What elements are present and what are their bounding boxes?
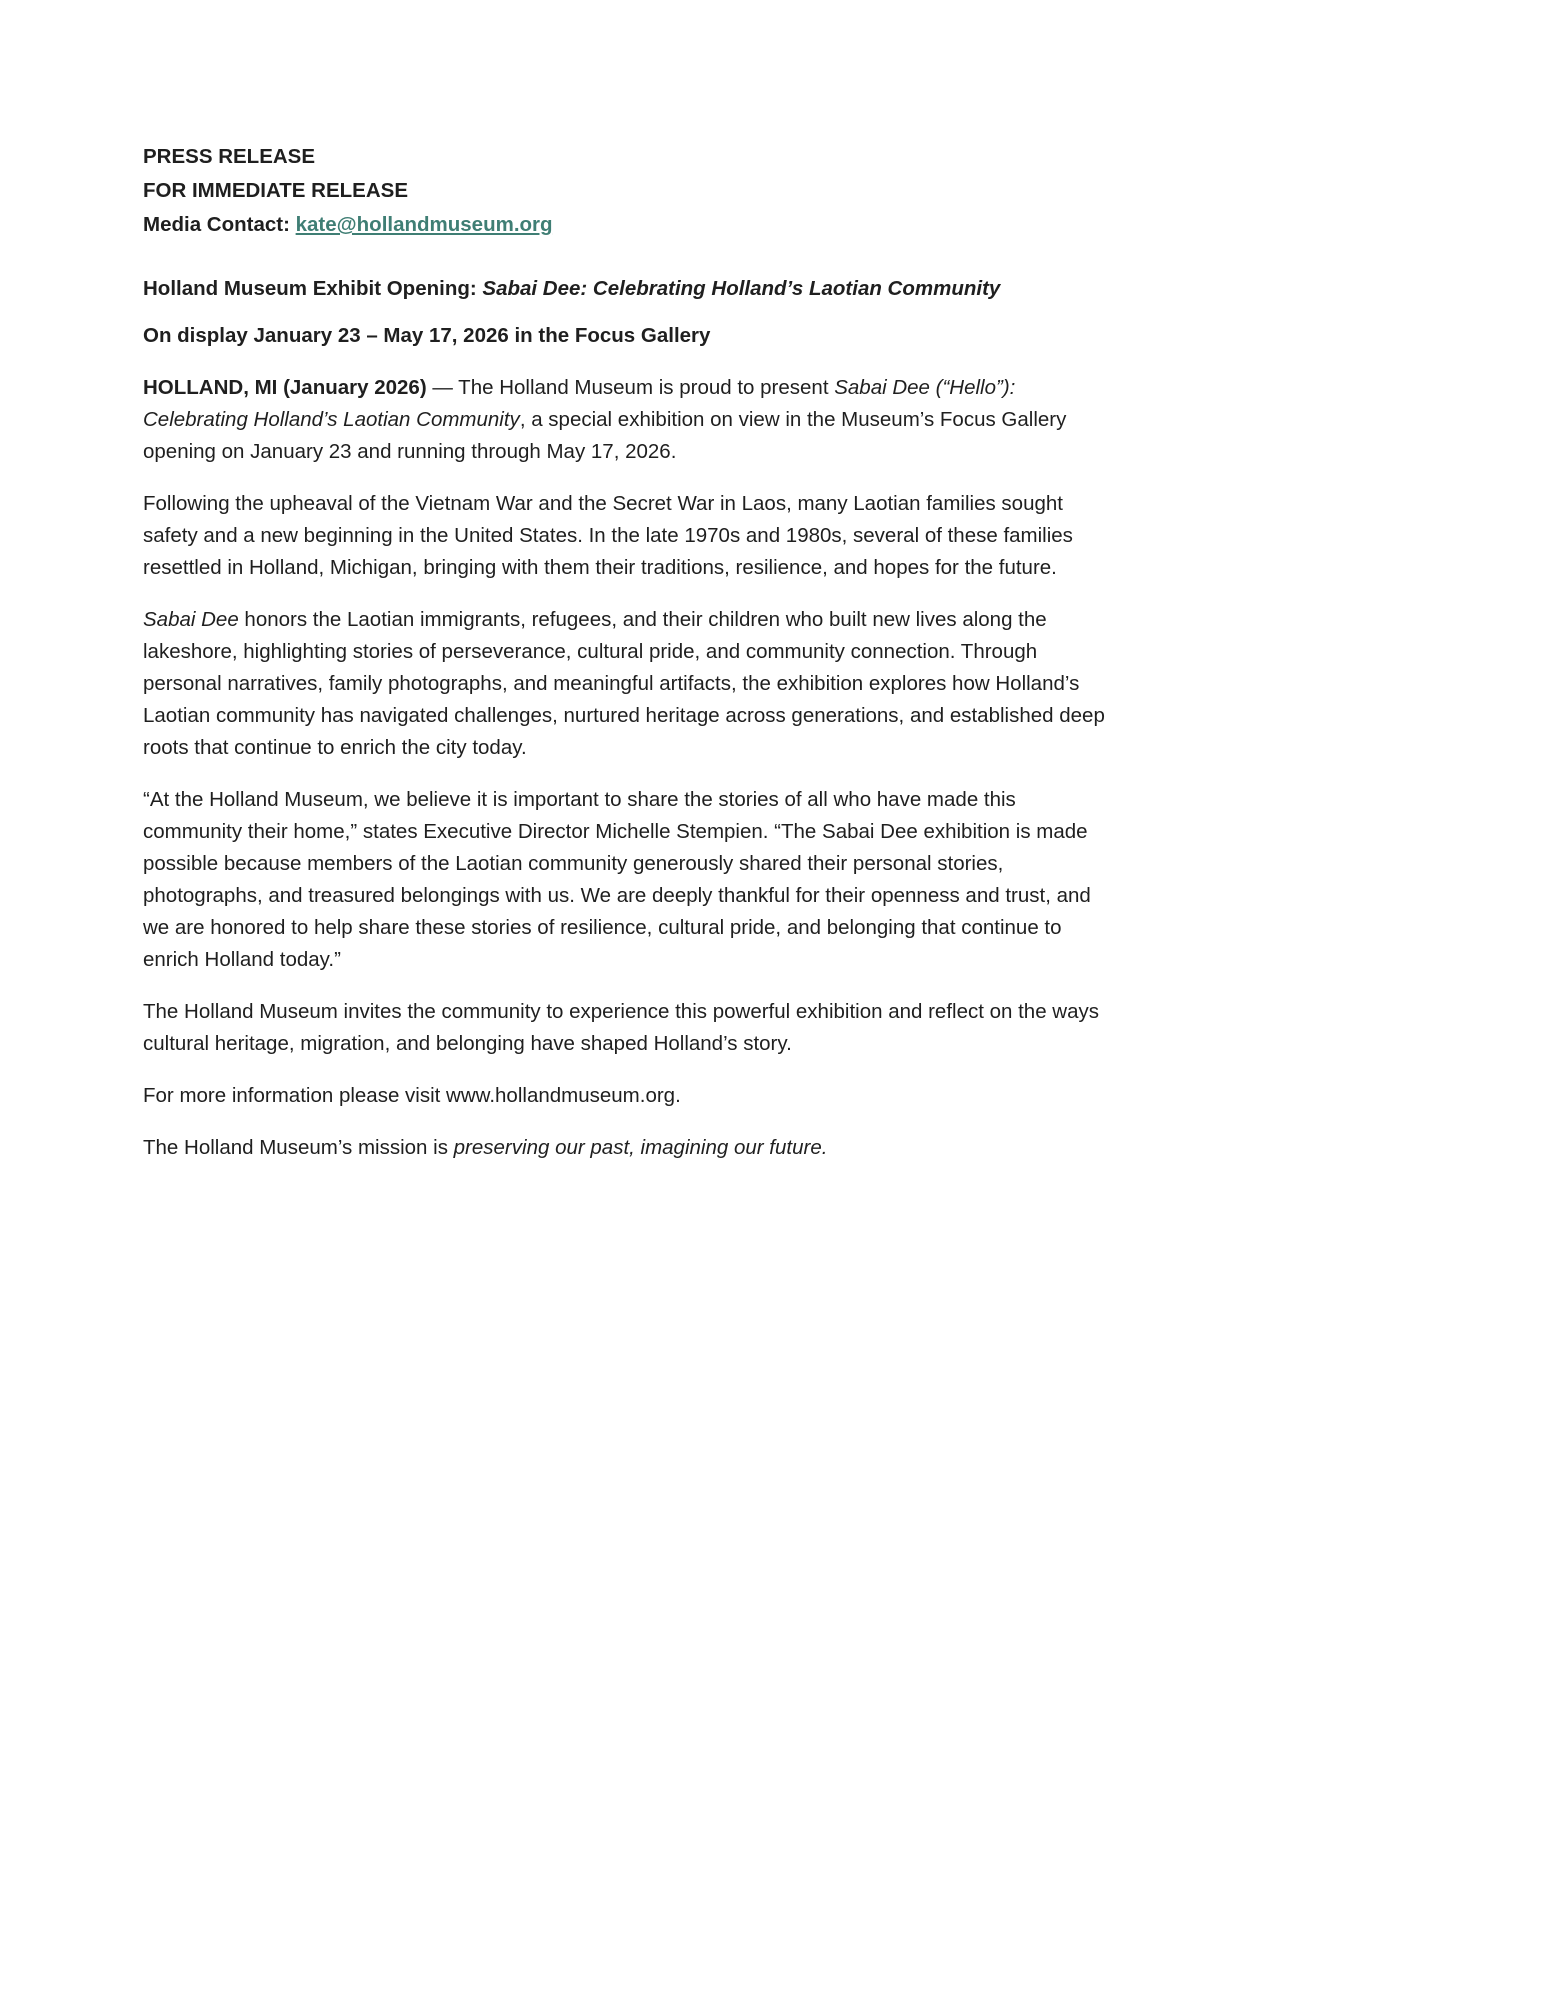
dateline-rest: , a special exhibition on view in the Museum’s Focus Gallery opening on January 23 and running through May 17, 2026. (143, 408, 1067, 463)
media-contact-label: Media Contact: (143, 213, 296, 236)
media-contact-email-link[interactable]: kate@hollandmuseum.org (295, 213, 553, 236)
dateline-lead-in: — The Holland Museum is proud to present (426, 376, 835, 399)
paragraph-more-info: For more information please visit www.hollandmuseum.org. (143, 1084, 681, 1107)
paragraph-exhibit-description (143, 604, 1105, 764)
media-contact-line (143, 208, 1105, 242)
mission-statement (143, 1132, 1105, 1164)
for-immediate-release-label: FOR IMMEDIATE RELEASE (143, 179, 408, 202)
exhibit-title (143, 273, 1105, 305)
paragraph-invitation: The Holland Museum invites the community to experience this powerful exhibition and reflect on the ways cultural heritage, migration, and belonging have shaped Holland’s story. (143, 1000, 1100, 1055)
dateline-exhibit-name: Sabai Dee (“Hello”): Celebrating Holland’s Laotian Community (143, 376, 1016, 431)
paragraph-background: Following the upheaval of the Vietnam War and the Secret War in Laos, many Laotian families sought safety and a new beginning in the United States. In the late 1970s and 1980s, several of these families resettled in Holland, Michigan, bringing with them their traditions, resilience, and hopes for the future. (143, 492, 1073, 579)
exhibit-description-lead: Sabai Dee (143, 608, 239, 631)
display-dates-line: On display January 23 – May 17, 2026 in the Focus Gallery (143, 324, 711, 347)
dateline-location: HOLLAND, MI (January 2026) (143, 376, 427, 399)
paragraph-dateline (143, 372, 1105, 468)
exhibit-title-prefix: Holland Museum Exhibit Opening: (143, 277, 483, 300)
exhibit-description-rest: honors the Laotian immigrants, refugees, and their children who built new lives along the lakeshore, highlighting stories of perseverance, cultural pride, and community connection. Through personal narratives, family photographs, and meaningful artifacts, the exhibition explores how Holland’s Laotian community has navigated challenges, nurtured heritage across generations, and established deep roots that continue to enrich the city today. (143, 608, 1105, 759)
paragraph-director-quote: “At the Holland Museum, we believe it is important to share the stories of all who have made this community their home,” states Executive Director Michelle Stempien. “The Sabai Dee exhibition is made possible because members of the Laotian community generously shared their personal stories, photographs, and treasured belongings with us. We are deeply thankful for their openness and trust, and we are honored to help share these stories of resilience, cultural pride, and belonging that continue to enrich Holland today.” (143, 788, 1091, 971)
press-release-label: PRESS RELEASE (143, 145, 316, 168)
mission-prefix: The Holland Museum’s mission is (143, 1136, 454, 1159)
exhibit-title-name: Sabai Dee: Celebrating Holland’s Laotian Community (482, 277, 1001, 300)
mission-italic: preserving our past, imagining our future. (453, 1136, 828, 1159)
